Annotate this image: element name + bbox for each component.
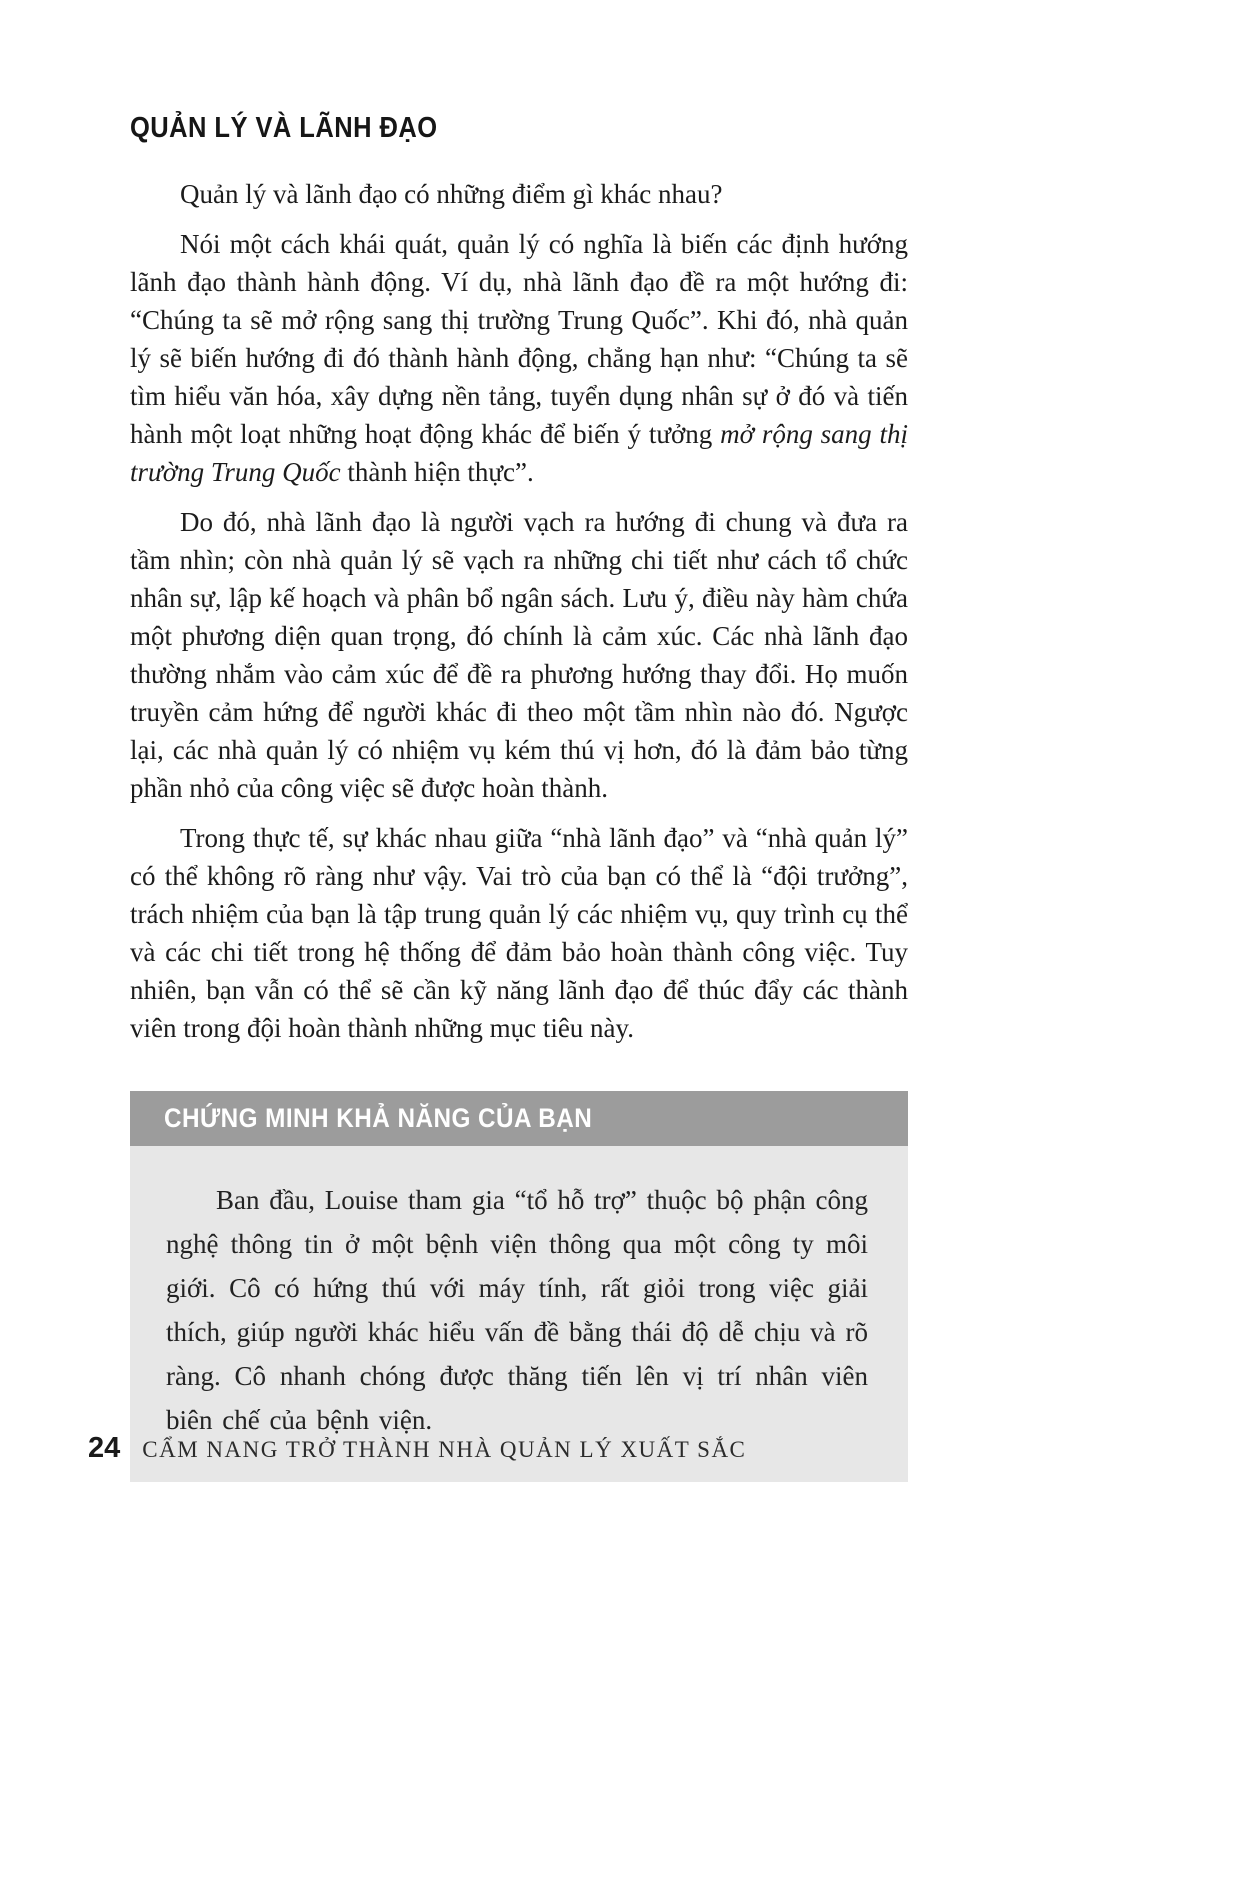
- callout-box: [130, 1091, 908, 1482]
- paragraph: Do đó, nhà lãnh đạo là người vạch ra hướng đi chung và đưa ra tầm nhìn; còn nhà quản lý sẽ vạch ra những chi tiết như cách tổ chức nhân sự, lập kế hoạch và phân bổ ngân sách. Lưu ý, điều này hàm chứa một phương diện quan trọng, đó chính là cảm xúc. Các nhà lãnh đạo thường nhắm vào cảm xúc để đề ra phương hướng thay đổi. Họ muốn truyền cảm hứng để người khác đi theo một tầm nhìn nào đó. Ngược lại, các nhà quản lý có nhiệm vụ kém thú vị hơn, đó là đảm bảo từng phần nhỏ của công việc sẽ được hoàn thành.: [130, 507, 908, 803]
- section-heading: QUẢN LÝ VÀ LÃNH ĐẠO: [130, 112, 438, 144]
- footer-book-title: CẨM NANG TRỞ THÀNH NHÀ QUẢN LÝ XUẤT SẮC: [142, 1437, 747, 1462]
- callout-header: [130, 1091, 908, 1146]
- page-footer: [88, 1432, 746, 1465]
- page-number: 24: [88, 1432, 121, 1464]
- paragraphs: [130, 175, 908, 1047]
- paragraph: Trong thực tế, sự khác nhau giữa “nhà lãnh đạo” và “nhà quản lý” có thể không rõ ràng như vậy. Vai trò của bạn có thể là “đội trưởng”, trách nhiệm của bạn là tập trung quản lý các nhiệm vụ, quy trình cụ thể và các chi tiết trong hệ thống để đảm bảo hoàn thành công việc. Tuy nhiên, bạn vẫn có thể sẽ cần kỹ năng lãnh đạo để thúc đẩy các thành viên trong đội hoàn thành những mục tiêu này.: [130, 823, 908, 1043]
- callout-title: CHỨNG MINH KHẢ NĂNG CỦA BẠN: [164, 1103, 593, 1133]
- paragraph: Nói một cách khái quát, quản lý có nghĩa là biến các định hướng lãnh đạo thành hành động. Ví dụ, nhà lãnh đạo đề ra một hướng đi: “Chúng ta sẽ mở rộng sang thị trường Trung Quốc”. Khi đó, nhà quản lý sẽ biến hướng đi đó thành hành động, chẳng hạn như: “Chúng ta sẽ tìm hiểu văn hóa, xây dựng nền tảng, tuyển dụng nhân sự ở đó và tiến hành một loạt những hoạt động khác để biến ý tưởng mở rộng sang thị trường Trung Quốc thành hiện thực”.: [130, 229, 908, 487]
- callout-paragraph: Ban đầu, Louise tham gia “tổ hỗ trợ” thuộc bộ phận công nghệ thông tin ở một bệnh viện thông qua một công ty môi giới. Cô có hứng thú với máy tính, rất giỏi trong việc giải thích, giúp người khác hiểu vấn đề bằng thái độ dễ chịu và rõ ràng. Cô nhanh chóng được thăng tiến lên vị trí nhân viên biên chế của bệnh viện.: [166, 1185, 868, 1435]
- page-content: [130, 112, 908, 1482]
- paragraph: Quản lý và lãnh đạo có những điểm gì khác nhau?: [180, 179, 723, 209]
